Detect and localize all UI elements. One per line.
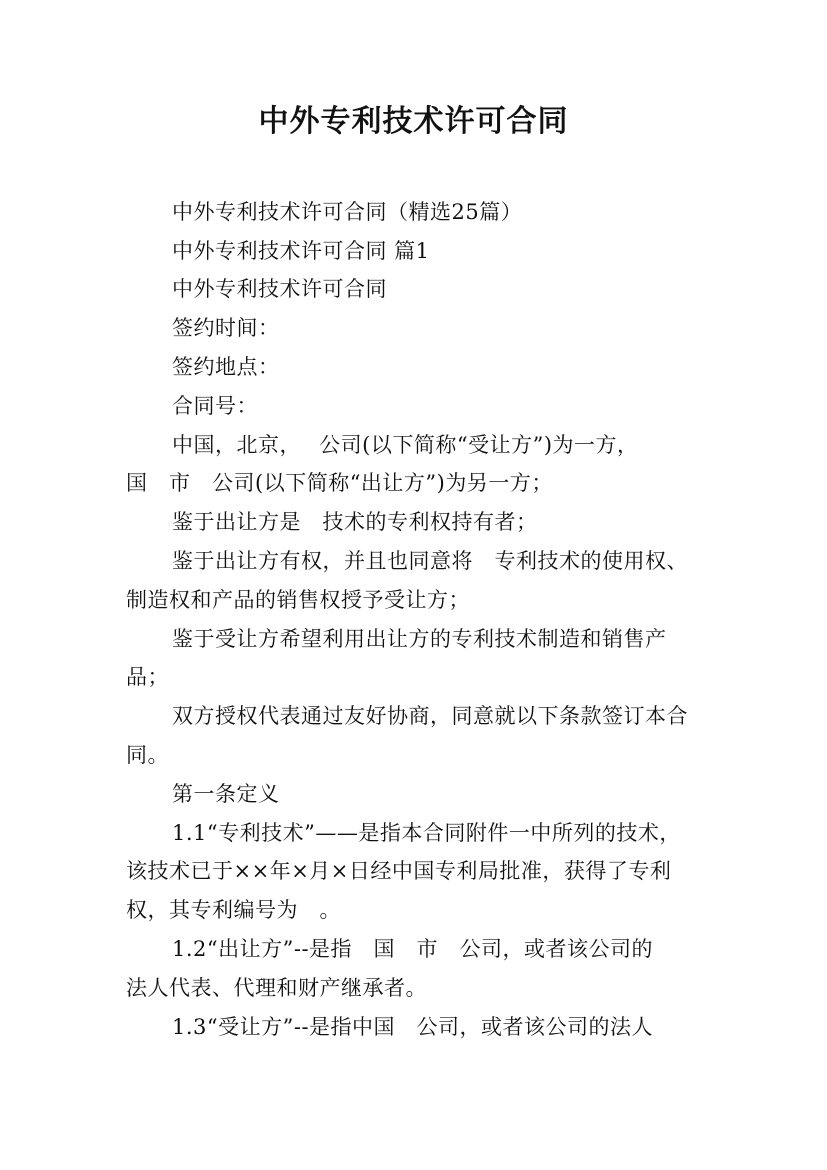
doc-line-signing-time: 签约时间： (172, 316, 280, 340)
doc-line-clause-1-1a: 1.1“专利技术”——是指本合同附件一中所列的技术， (172, 821, 681, 845)
doc-line-party-b: 国 市 公司(以下简称“出让方”)为另一方； (126, 471, 553, 495)
doc-line-agreement-a: 双方授权代表通过友好协商，同意就以下条款签订本合 (172, 704, 688, 728)
doc-line-clause-1-3a: 1.3“受让方”--是指中国 公司，或者该公司的法人 (172, 1015, 654, 1039)
doc-line-whereas-3b: 品； (126, 665, 169, 689)
doc-line-signing-place: 签约地点： (172, 355, 280, 379)
doc-line-agreement-b: 同。 (126, 743, 169, 767)
doc-line-clause-1-1b: 该技术已于××年×月×日经中国专利局批准，获得了专利 (126, 859, 672, 883)
doc-line-clause-1-1c: 权，其专利编号为 。 (126, 898, 341, 922)
doc-line-clause-1-2b: 法人代表、代理和财产继承者。 (126, 976, 427, 1000)
doc-line-contract-number: 合同号： (172, 394, 258, 418)
doc-line-clause-1-2a: 1.2“出让方”--是指 国 市 公司，或者该公司的 (172, 937, 654, 961)
doc-line-article-1-heading: 第一条定义 (172, 782, 280, 806)
doc-line-party-a: 中国，北京， 公司(以下简称“受让方”)为一方， (172, 433, 639, 457)
doc-line-contract-name: 中外专利技术许可合同 (172, 277, 387, 301)
doc-line-whereas-2a: 鉴于出让方有权，并且也同意将 专利技术的使用权、 (172, 549, 688, 573)
doc-line-part-heading: 中外专利技术许可合同 篇1 (172, 239, 430, 263)
doc-line-subtitle: 中外专利技术许可合同（精选25篇） (172, 200, 523, 224)
document-title: 中外专利技术许可合同 (258, 104, 569, 139)
doc-line-whereas-1: 鉴于出让方是 技术的专利权持有者； (172, 510, 538, 534)
doc-line-whereas-3a: 鉴于受让方希望利用出让方的专利技术制造和销售产 (172, 627, 667, 651)
doc-line-whereas-2b: 制造权和产品的销售权授予受让方； (126, 588, 470, 612)
